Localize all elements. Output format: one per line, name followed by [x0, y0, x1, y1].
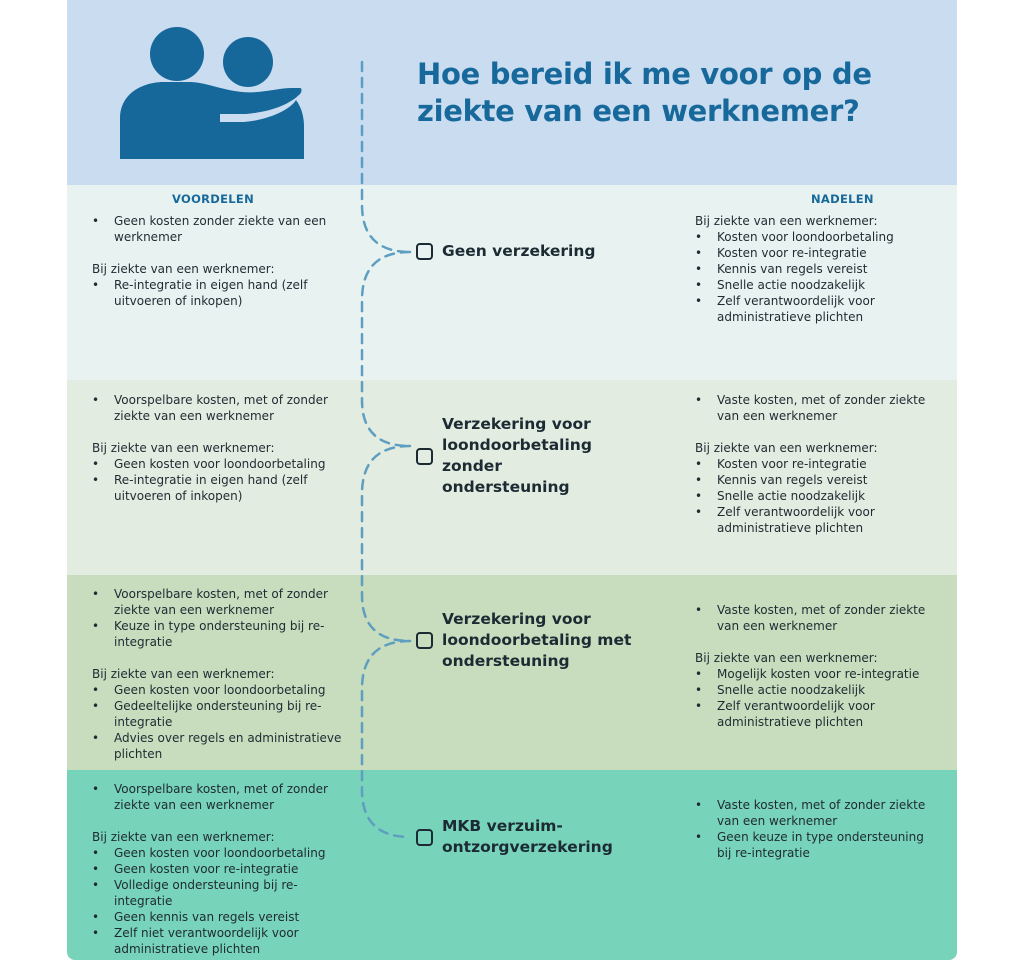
cons-option-2	[695, 392, 927, 536]
checkbox-icon[interactable]	[416, 243, 433, 260]
list-item: • Geen kosten voor loondoorbetaling	[92, 682, 342, 698]
list-item: • Re-integratie in eigen hand (zelf uitvoeren of inkopen)	[92, 472, 342, 504]
list-item: • Zelf niet verantwoordelijk voor administratieve plichten	[92, 925, 342, 957]
cons-intro-list	[695, 602, 927, 634]
sick-label: Bij ziekte van een werknemer:	[92, 830, 275, 844]
list-item: • Zelf verantwoordelijk voor administratieve plichten	[695, 293, 927, 325]
list-item: • Kosten voor re-integratie	[695, 245, 927, 261]
pros-sick-list	[92, 277, 342, 309]
list-item: • Geen kosten voor re-integratie	[92, 861, 342, 877]
cons-intro-list	[695, 392, 927, 424]
pros-sick-list	[92, 845, 342, 957]
list-item: • Mogelijk kosten voor re-integratie	[695, 666, 927, 682]
list-item: • Geen kosten voor loondoorbetaling	[92, 456, 342, 472]
option-label: Verzekering voor loondoorbetaling zonder ondersteuning	[442, 415, 592, 496]
pros-option-3	[92, 586, 342, 762]
option-label: Verzekering voor loondoorbetaling met ondersteuning	[442, 610, 632, 670]
pros-option-1	[92, 213, 342, 309]
option-label: Geen verzekering	[442, 242, 596, 260]
cons-sick-list	[695, 666, 927, 730]
list-item: • Geen kosten zonder ziekte van een werknemer	[92, 213, 342, 245]
list-item: • Zelf verantwoordelijk voor administratieve plichten	[695, 698, 927, 730]
list-item: • Geen kosten voor loondoorbetaling	[92, 845, 342, 861]
list-item: • Re-integratie in eigen hand (zelf uitvoeren of inkopen)	[92, 277, 342, 309]
cons-option-3	[695, 602, 927, 730]
list-item: • Zelf verantwoordelijk voor administratieve plichten	[695, 504, 927, 536]
list-item: • Kosten voor re-integratie	[695, 456, 927, 472]
list-item: • Kennis van regels vereist	[695, 261, 927, 277]
list-item: • Advies over regels en administratieve plichten	[92, 730, 342, 762]
pros-intro-list	[92, 213, 342, 245]
sick-label: Bij ziekte van een werknemer:	[695, 441, 878, 455]
list-item: • Kennis van regels vereist	[695, 472, 927, 488]
pros-intro-list	[92, 781, 342, 813]
cons-sick-list	[695, 229, 927, 325]
pros-option-2	[92, 392, 342, 504]
cons-option-4	[695, 797, 927, 861]
cons-sick-list	[695, 456, 927, 536]
list-item: • Volledige ondersteuning bij re-integratie	[92, 877, 342, 909]
sick-label: Bij ziekte van een werknemer:	[92, 262, 275, 276]
option-label: MKB verzuim-ontzorgverzekering	[442, 817, 613, 856]
sick-label: Bij ziekte van een werknemer:	[695, 214, 878, 228]
pros-sick-list	[92, 682, 342, 762]
checkbox-icon[interactable]	[416, 448, 433, 465]
checkbox-icon[interactable]	[416, 632, 433, 649]
list-item: • Gedeeltelijke ondersteuning bij re-integratie	[92, 698, 342, 730]
list-item: • Keuze in type ondersteuning bij re-integratie	[92, 618, 342, 650]
list-item: • Voorspelbare kosten, met of zonder ziekte van een werknemer	[92, 586, 342, 618]
list-item: • Vaste kosten, met of zonder ziekte van een werknemer	[695, 392, 927, 424]
list-item: • Geen kennis van regels vereist	[92, 909, 342, 925]
disadvantages-heading: NADELEN	[811, 192, 874, 206]
list-item: • Geen keuze in type ondersteuning bij re-integratie	[695, 829, 927, 861]
list-item: • Vaste kosten, met of zonder ziekte van een werknemer	[695, 602, 927, 634]
pros-sick-list	[92, 456, 342, 504]
sick-label: Bij ziekte van een werknemer:	[695, 651, 878, 665]
list-item: • Voorspelbare kosten, met of zonder ziekte van een werknemer	[92, 392, 342, 424]
option-2[interactable]	[416, 414, 632, 498]
sick-label: Bij ziekte van een werknemer:	[92, 667, 275, 681]
pros-intro-list	[92, 586, 342, 650]
checkbox-icon[interactable]	[416, 829, 433, 846]
list-item: • Snelle actie noodzakelijk	[695, 277, 927, 293]
list-item: • Voorspelbare kosten, met of zonder ziekte van een werknemer	[92, 781, 342, 813]
list-item: • Vaste kosten, met of zonder ziekte van een werknemer	[695, 797, 927, 829]
pros-intro-list	[92, 392, 342, 424]
page-title: Hoe bereid ik me voor op de ziekte van een werknemer?	[417, 57, 872, 128]
pros-option-4	[92, 781, 342, 957]
advantages-heading: VOORDELEN	[172, 192, 255, 206]
option-4[interactable]	[416, 816, 612, 858]
sick-label: Bij ziekte van een werknemer:	[92, 441, 275, 455]
option-1[interactable]	[416, 241, 595, 262]
cons-intro-list	[695, 797, 927, 861]
option-3[interactable]	[416, 609, 632, 672]
list-item: • Kosten voor loondoorbetaling	[695, 229, 927, 245]
list-item: • Snelle actie noodzakelijk	[695, 488, 927, 504]
cons-option-1	[695, 213, 927, 325]
list-item: • Snelle actie noodzakelijk	[695, 682, 927, 698]
